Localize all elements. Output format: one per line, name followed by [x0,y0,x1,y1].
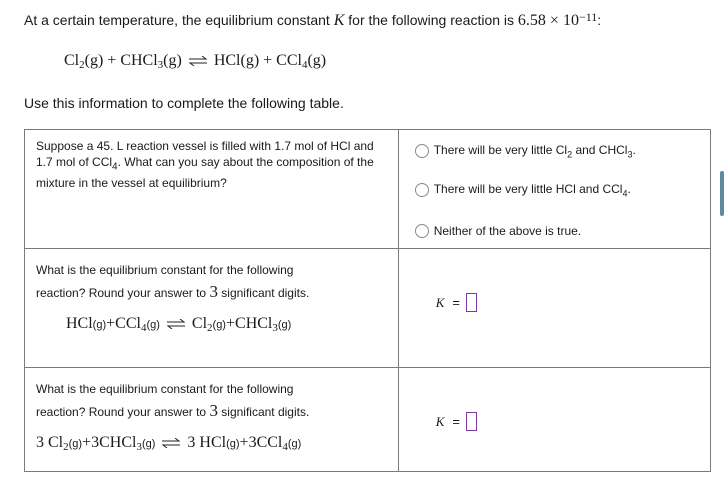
option-little-hcl-ccl4[interactable] [415,181,710,199]
k-symbol: K [333,12,345,29]
q2-line1: What is the equilibrium constant for the following [36,263,294,277]
question-3-cell [25,368,399,472]
k-answer-input[interactable] [466,412,477,431]
q3-line2: reaction? Round your answer to 3 significant digits. [36,401,310,420]
q3-line1: What is the equilibrium constant for the following [36,382,294,396]
question-1-text [25,130,398,191]
equals-sign: = [452,414,460,429]
option-label: There will be very little $Cl_2$ and CHCl$_3$. [433,142,636,160]
k-label: K [435,413,445,429]
reactant-1: Cl [64,52,80,69]
intro-colon: : [597,12,602,28]
answer-1-cell [398,130,710,249]
reactant-1-sub: 2 [79,59,85,71]
scrollbar[interactable] [720,171,724,216]
reactant-2-state: (g) [163,52,182,69]
intro-text-1: At a certain temperature, the equilibrium constant [24,12,334,28]
table-row [25,249,711,368]
equals-sign: = [452,295,460,310]
reactant-2: CHCl [120,52,158,69]
k-exponent: −11 [578,10,598,24]
equilibrium-arrow-icon [188,56,208,66]
answer-3-cell [398,368,710,472]
question-table [24,129,711,472]
product-2-sub: 4 [301,59,308,71]
instruction-text: Use this information to complete the following table. [24,95,344,111]
q1-text-sub: 4 [112,161,118,173]
equilibrium-arrow-icon [161,438,181,448]
table-row [25,368,711,472]
k-answer-line [436,293,710,312]
k-value: 6.58 × 10 [517,12,579,29]
question-3-text [25,368,398,458]
radio-icon[interactable] [415,224,429,238]
radio-icon[interactable] [415,144,429,158]
question-2-text [25,249,398,339]
problem-intro [24,10,601,31]
reactant-2-sub: 3 [157,59,164,71]
question-2-cell [25,249,399,368]
question-1-cell [25,130,399,249]
table-row [25,130,711,249]
q3-equation: 3 $Cl_2(g)+3CHCl_3(g)$ 3 HCl(g)+3CCl$_4$(g) [36,434,302,453]
option-label: Neither of the above is true. [433,224,582,238]
main-reaction [64,52,326,71]
k-answer-line [436,412,710,431]
product-2-state: (g) [307,52,327,69]
q1-text-a: Suppose a 45. L reaction vessel is filled with 1.7 mol of HCl and 1.7 mol of CCl [36,139,374,169]
q2-equation: HCl(g)+CCl$_4$(g) $Cl_2(g)+CHCl_3(g)$ [66,315,292,334]
q1-text-b: . What can you say about the composition of the mixture in the vessel at equilibrium? [36,155,374,191]
answer-2-cell [398,249,710,368]
option-neither[interactable] [415,222,710,240]
option-little-cl2-chcl3[interactable] [415,142,710,160]
equilibrium-arrow-icon [166,319,186,329]
plus-sign: + [263,52,273,69]
option-label: There will be very little HCl and CCl$_4$. [433,181,631,199]
k-answer-input[interactable] [466,293,477,312]
plus-sign: + [107,52,117,69]
product-2: CCl [276,52,302,69]
intro-text-2: for the following reaction is [344,12,518,28]
reactant-1-state: (g) [84,52,104,69]
k-label: K [435,294,445,310]
q2-line2: reaction? Round your answer to 3 significant digits. [36,282,310,301]
product-1: HCl [213,52,241,69]
radio-icon[interactable] [415,183,429,197]
product-1-state: (g) [240,52,260,69]
